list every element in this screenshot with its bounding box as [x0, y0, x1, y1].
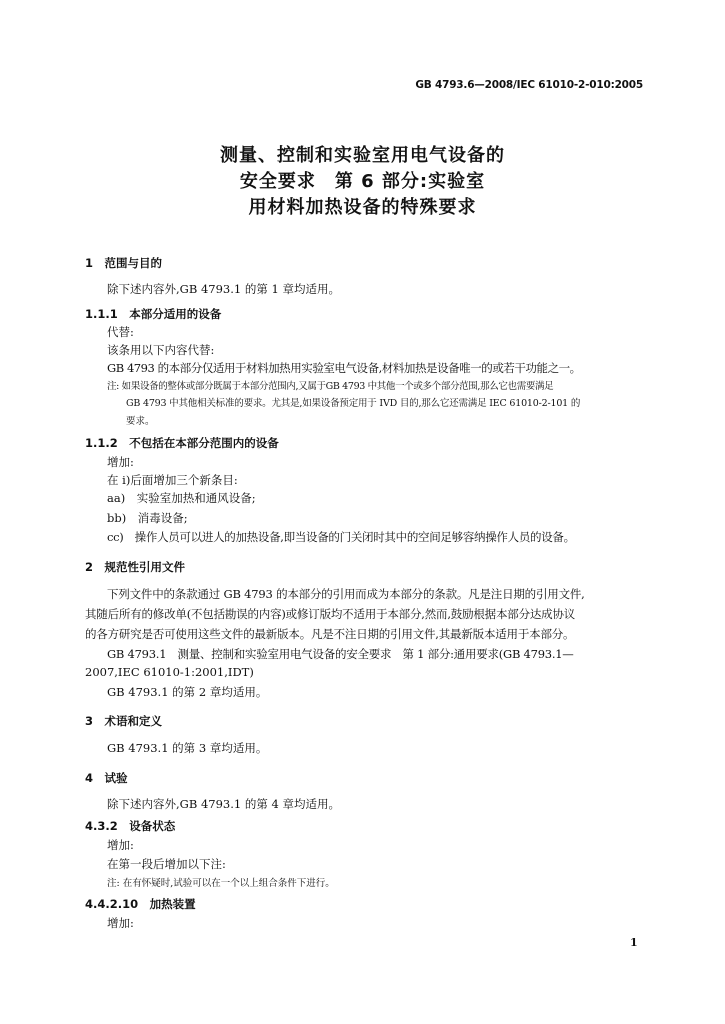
clause-4-3-2-note: 注: 在有怀疑时,试验可以在一个以上组合条件下进行。 [107, 878, 335, 889]
document-title-line-1: 测量、控制和实验室用电气设备的 [220, 145, 505, 166]
section-2-heading: 2 规范性引用文件 [85, 560, 186, 574]
section-2-reference-line-1: GB 4793.1 测量、控制和实验室用电气设备的安全要求 第 1 部分:通用要求(GB 4793.1— [107, 647, 574, 661]
section-2-reference-line-2: 2007,IEC 61010-1:2001,IDT) [85, 665, 254, 679]
clause-4-4-2-10-heading: 4.4.2.10 加热装置 [85, 897, 196, 911]
section-1-paragraph: 除下述内容外,GB 4793.1 的第 1 章均适用。 [107, 282, 340, 296]
document-title-line-3: 用材料加热设备的特殊要求 [248, 197, 477, 218]
clause-1-1-2-heading: 1.1.2 不包括在本部分范围内的设备 [85, 436, 279, 450]
clause-1-1-1-replace: 代替: [107, 325, 134, 339]
clause-1-1-2-item-bb: bb) 消毒设备; [107, 511, 188, 525]
section-3-heading: 3 术语和定义 [85, 714, 163, 728]
section-2-paragraph-line-2: 其随后所有的修改单(不包括勘误的内容)或修订版均不适用于本部分,然而,鼓励根据本部分达成协议 [85, 607, 576, 621]
clause-1-1-1-note-line-1: 注: 如果设备的整体或部分既属于本部分范围内,又属于GB 4793 中其他一个或多个部分范围,那么它也需要满足 [107, 381, 554, 392]
section-4-heading: 4 试验 [85, 771, 128, 785]
clause-1-1-1-heading: 1.1.1 本部分适用的设备 [85, 307, 222, 321]
clause-1-1-2-item-cc: cc) 操作人员可以进人的加热设备,即当设备的门关闭时其中的空间足够容纳操作人员的设备。 [107, 530, 575, 544]
clause-1-1-2-add: 增加: [107, 455, 134, 469]
clause-4-3-2-heading: 4.3.2 设备状态 [85, 819, 176, 833]
clause-1-1-2-paragraph: 在 i)后面增加三个新条目: [107, 473, 238, 487]
clause-1-1-1-note-line-2: GB 4793 中其他相关标准的要求。尤其是,如果设备预定用于 IVD 目的,那么它还需满足 IEC 61010-2-101 的 [126, 398, 581, 409]
clause-1-1-2-item-aa: aa) 实验室加热和通风设备; [107, 491, 256, 505]
section-4-paragraph: 除下述内容外,GB 4793.1 的第 4 章均适用。 [107, 797, 340, 811]
clause-4-4-2-10-add: 增加: [107, 916, 134, 930]
section-1-heading: 1 范围与目的 [85, 256, 163, 270]
clause-1-1-1-paragraph: GB 4793 的本部分仅适用于材料加热用实验室电气设备,材料加热是设备唯一的或若干功能之一。 [107, 361, 581, 375]
clause-1-1-1-note-line-3: 要求。 [126, 416, 155, 427]
clause-4-3-2-add: 增加: [107, 838, 134, 852]
section-2-paragraph-line-1: 下列文件中的条款通过 GB 4793 的本部分的引用而成为本部分的条款。凡是注日期的引用文件, [107, 587, 585, 601]
section-2-paragraph-line-3: 的各方研究是否可使用这些文件的最新版本。凡是不注日期的引用文件,其最新版本适用于本部分。 [85, 627, 575, 641]
clause-4-3-2-paragraph: 在第一段后增加以下注: [107, 857, 226, 871]
page-number: 1 [630, 936, 638, 949]
section-2-paragraph-applies: GB 4793.1 的第 2 章均适用。 [107, 685, 268, 699]
standard-number: GB 4793.6—2008/IEC 61010-2-010:2005 [415, 79, 643, 91]
clause-1-1-1-replace-text: 该条用以下内容代替: [107, 343, 215, 357]
section-3-paragraph: GB 4793.1 的第 3 章均适用。 [107, 741, 268, 755]
document-title-line-2: 安全要求 第 6 部分:实验室 [239, 171, 486, 192]
